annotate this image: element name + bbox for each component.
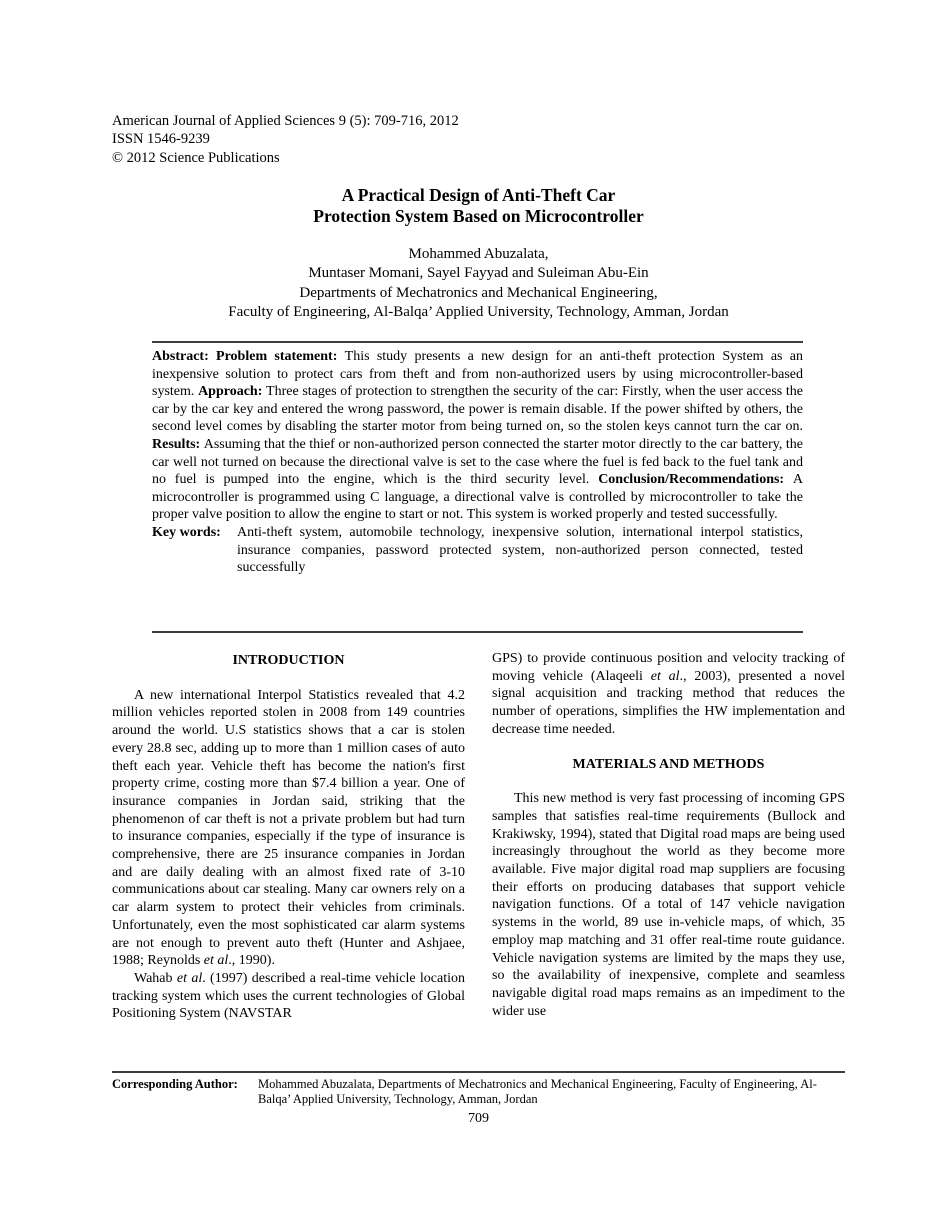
title-line-1: A Practical Design of Anti-Theft Car xyxy=(341,184,616,205)
authors-block xyxy=(112,245,845,323)
page-number: 709 xyxy=(468,1110,489,1126)
author-affiliation-1: Departments of Mechatronics and Mechanical Engineering, xyxy=(299,284,658,301)
abstract-section xyxy=(152,341,803,633)
corresponding-author-text: Mohammed Abuzalata, Departments of Mechatronics and Mechanical Engineering, Faculty of Engineering, Al-Balqa’ Applied University, Technology, Amman, Jordan xyxy=(258,1077,817,1107)
continuation-paragraph: GPS) to provide continuous position and velocity tracking of moving vehicle (Alaqeeli et al., 2003), presented a novel signal acquisition and tracking method that reduces the number of operations, simplifies the HW implementation and decrease time needed. xyxy=(492,651,845,737)
author-affiliation-2: Faculty of Engineering, Al-Balqa’ Applied University, Technology, Amman, Jordan xyxy=(228,304,729,321)
body-columns xyxy=(112,650,845,1068)
author-line-2: Muntaser Momani, Sayel Fayyad and Suleiman Abu-Ein xyxy=(308,265,649,282)
corresponding-author-label: Corresponding Author: xyxy=(112,1077,238,1091)
section-heading-introduction: INTRODUCTION xyxy=(232,653,345,668)
keywords-label: Key words: xyxy=(152,524,221,540)
right-column xyxy=(492,650,845,1068)
paper-title xyxy=(112,185,845,228)
keywords-block xyxy=(152,524,803,577)
corresponding-author-note xyxy=(112,1077,845,1108)
journal-line: American Journal of Applied Sciences 9 (5): 709-716, 2012 xyxy=(112,113,459,129)
title-line-2: Protection System Based on Microcontroller xyxy=(313,206,644,227)
abstract-text: Abstract: Problem statement: This study presents a new design for an anti-theft protection System as an inexpensive solution to protect cars from theft and from non-authorized users by using microcontroller-based system. Approach: Three stages of protection to strengthen the security of the car: Firstly, when the user access the car by the car key and entered the wrong password, the power is remain disable. If the power shifted by others, the second level comes by disabling the starter motor from being turned on, so the stolen keys cannot turn the car on. Results: Assuming that the thief or non-authorized person connected the starter motor directly to the car battery, the car well not turned on because the directional valve is set to the case where the fuel is fed back to the fuel tank and no fuel is pumped into the engine, which is the third security level. Conclusion/Recommendations: A microcontroller is programmed using C language, a directional valve is controlled by microcontroller to take the proper valve position to allow the engine to start or not. This system is worked properly and tested successfully. xyxy=(152,349,803,523)
methods-paragraph: This new method is very fast processing of incoming GPS samples that satisfies real-time requirements (Bullock and Krakiwsky, 1994), stated that Digital road maps are being used increasingly throughout the world as they become more available. Five major digital road map suppliers are focusing their efforts on producing databases that support vehicle navigation functions. Of a total of 147 vehicle navigation systems in the world, 89 use in-vehicle maps, of which, 35 employ map matching and 31 offer real-time route guidance. Vehicle navigation systems are limited by the maps they use, so the availability of inexpensive, complete and seamless navigable digital road maps remains as an impediment to the wider use xyxy=(492,791,845,1019)
page-footer xyxy=(112,1071,845,1126)
issn-line: ISSN 1546-9239 xyxy=(112,131,210,148)
journal-header xyxy=(0,0,952,167)
left-column xyxy=(112,650,465,1068)
copyright-line: © 2012 Science Publications xyxy=(112,149,280,166)
keywords-text: Anti-theft system, automobile technology, inexpensive solution, international interpol statistics, insurance companies, password protected system, non-authorized person connected, tested successfully xyxy=(237,524,803,576)
intro-paragraph-1: A new international Interpol Statistics revealed that 4.2 million vehicles reported stolen in 2008 from 149 countries around the world. U.S statistics shows that a car is stolen every 28.8 sec, adding up to more than 1 million cases of auto theft each year. Vehicle theft has become the nation's first property crime, costing more than $7.4 billion a year. One of insurance companies in Jordan said, striking that the phenomenon of car theft is not a private problem but had turn to insurance companies, especially if the type of insurance is comprehensive, there are 25 insurance companies in Jordan and are daily dealing with an almost fixed rate of 3-10 communications about car stealing. Many car owners rely on a car alarm system to protect their vehicles from criminals. Unfortunately, even the most sophisticated car alarm systems are not enough to prevent auto theft (Hunter and Ashjaee, 1988; Reynolds et al., 1990). xyxy=(112,687,465,969)
section-heading-materials-and-methods: MATERIALS AND METHODS xyxy=(572,756,765,772)
author-line-1: Mohammed Abuzalata, xyxy=(408,245,549,262)
intro-paragraph-2: Wahab et al. (1997) described a real-time vehicle location tracking system which uses the current technologies of Global Positioning System (NAVSTAR xyxy=(112,970,465,1022)
